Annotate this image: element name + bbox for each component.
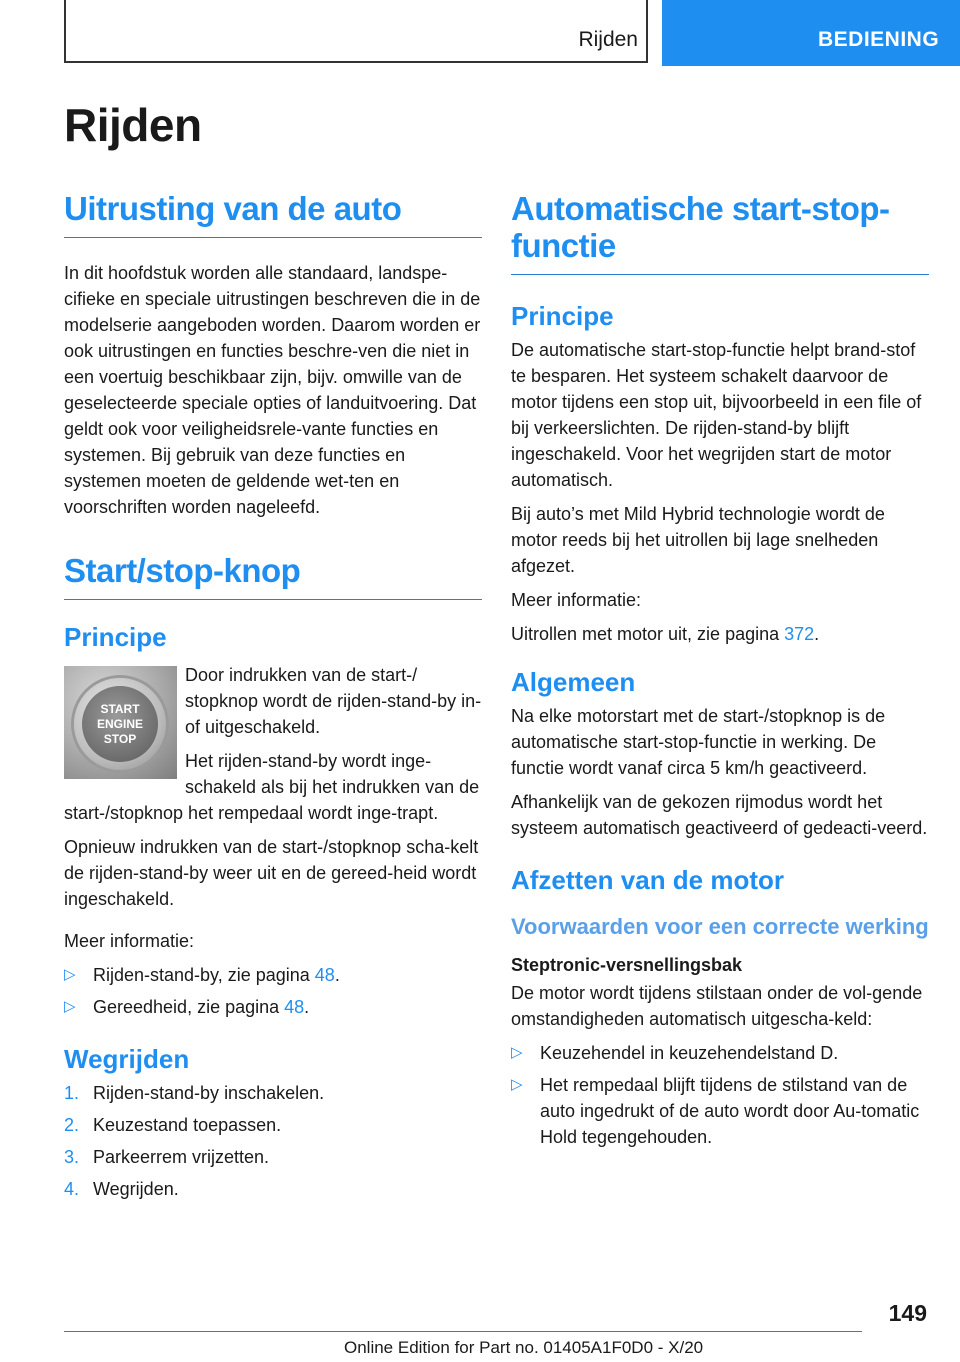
heading-principle-right: Principe [511, 301, 614, 331]
step-item [64, 1144, 482, 1170]
heading-auto-start-stop: Automatische start-stop-functie [511, 190, 929, 275]
start-stop-intro [64, 662, 482, 834]
link-text: Uitrollen met motor uit, zie pagina [511, 624, 785, 644]
link-end: . [814, 624, 820, 644]
link-end: . [334, 965, 340, 985]
start-engine-stop-button-icon [82, 686, 158, 762]
step-text: Keuzestand toepassen. [93, 1115, 282, 1135]
step-item [64, 1080, 482, 1106]
page-link[interactable]: 48 [314, 965, 335, 985]
list-item [64, 994, 482, 1020]
link-text: Rijden-stand-by, zie pagina [93, 965, 315, 985]
heading-general: Algemeen [511, 667, 636, 697]
steptronic-conditions-list [511, 1040, 929, 1150]
heading-steptronic: Steptronic-versnellingsbak [511, 955, 743, 975]
header-chapter-tab[interactable]: BEDIENING [662, 0, 960, 66]
step-item [64, 1176, 482, 1202]
drive-away-steps [64, 1080, 482, 1202]
bullet-triangle-icon: ▷ [64, 998, 76, 1015]
bullet-triangle-icon: ▷ [511, 1076, 523, 1093]
more-info-list [64, 962, 482, 1020]
page-link[interactable]: 372 [784, 624, 815, 644]
start-stop-p3: Opnieuw indrukken van de start-/stopknop scha-kelt de rijden-stand-by weer uit en de gereed-heid wordt ingeschakeld. [64, 837, 479, 909]
list-item [64, 962, 482, 988]
step-text: Parkeerrem vrijzetten. [93, 1147, 270, 1167]
principle-p2: Bij auto’s met Mild Hybrid technologie wordt de motor reeds bij het uitrollen bij lage snelheden afgezet. [511, 504, 885, 576]
footer-divider [64, 1331, 862, 1332]
button-label-line: STOP [103, 731, 137, 746]
start-stop-p1: Door indrukken van de start-/ stopknop wordt de rijden-stand-by in- of uitgeschakeld. [185, 665, 482, 737]
heading-drive-away: Wegrijden [64, 1044, 190, 1074]
link-text: Gereedheid, zie pagina [93, 997, 285, 1017]
list-item-text: Keuzehendel in keuzehendelstand D. [540, 1043, 839, 1063]
steptronic-p1: De motor wordt tijdens stilstaan onder de vol-gende omstandigheden automatisch uitgescha-keld: [511, 983, 923, 1029]
general-p2: Afhankelijk van de gekozen rijmodus wordt het systeem automatisch geactiveerd of gedeacti-veerd. [511, 792, 928, 838]
bullet-triangle-icon: ▷ [511, 1044, 523, 1061]
button-label-line: ENGINE [96, 716, 143, 731]
step-text: Wegrijden. [93, 1179, 179, 1199]
step-item [64, 1112, 482, 1138]
header-frame [64, 0, 648, 63]
left-column [64, 190, 482, 1208]
list-item [511, 1040, 929, 1066]
more-info-label: Meer informatie: [64, 931, 195, 951]
page-link[interactable]: 48 [284, 997, 305, 1017]
heading-principle-left: Principe [64, 622, 167, 652]
footer-edition: Online Edition for Part no. 01405A1F0D0 - X/20 [344, 1338, 704, 1357]
step-number: 3. [64, 1147, 80, 1167]
heading-stop-engine: Afzetten van de motor [511, 865, 785, 895]
button-ring [74, 678, 166, 770]
page-title: Rijden [64, 99, 202, 151]
button-label-line: START [100, 701, 140, 716]
general-p1: Na elke motorstart met de start-/stopknop is de automatische start-stop-functie in werking. De functie wordt vanaf circa 5 km/h geactiveerd. [511, 706, 886, 778]
header-section-label: Rijden [578, 28, 638, 51]
step-text: Rijden-stand-by inschakelen. [93, 1083, 325, 1103]
right-column [511, 190, 929, 1156]
page-number: 149 [888, 1300, 927, 1326]
start-stop-p2: Het rijden-stand-by wordt inge-schakeld als bij het indrukken van de start-/stopknop het rempedaal wordt inge-trapt. [64, 751, 480, 823]
heading-start-stop-button: Start/stop-knop [64, 552, 482, 600]
equipment-text: In dit hoofdstuk worden alle standaard, landspe-cifieke en speciale uitrustingen beschreven die in de modelserie aangeboden worden. Daarom worden er ook uitrustingen en functies beschre-ven die niet in een voertuig beschikbaar zijn, bijv. omwille van de geselecteerde speciale opties of landuitvoering. Dat geldt ook voor veiligheidsrele-vante functies en systemen. Bij gebruik van deze functies en systemen moeten de geldende wet-ten en voorschriften worden nageleefd. [64, 263, 481, 517]
step-number: 2. [64, 1115, 80, 1135]
link-end: . [304, 997, 310, 1017]
step-number: 1. [64, 1083, 80, 1103]
heading-conditions: Voorwaarden voor een correcte werking [511, 914, 929, 939]
step-number: 4. [64, 1179, 80, 1199]
principle-link-line [511, 621, 929, 647]
principle-p1: De automatische start-stop-functie helpt brand-stof te besparen. Het systeem schakelt daarvoor de motor tijdens een stop uit, bijvoorbeeld in een file of bij verkeerslichten. De rijden-stand-by blijft ingeschakeld. Voor het wegrijden start de motor automatisch. [511, 340, 922, 490]
principle-more-info: Meer informatie: [511, 590, 642, 610]
start-stop-button-image [64, 666, 177, 779]
list-item [511, 1072, 929, 1150]
heading-equipment: Uitrusting van de auto [64, 190, 482, 238]
bullet-triangle-icon: ▷ [64, 966, 76, 983]
list-item-text: Het rempedaal blijft tijdens de stilstand van de auto ingedrukt of de auto wordt door Au-tomatic Hold tegengehouden. [540, 1075, 920, 1147]
